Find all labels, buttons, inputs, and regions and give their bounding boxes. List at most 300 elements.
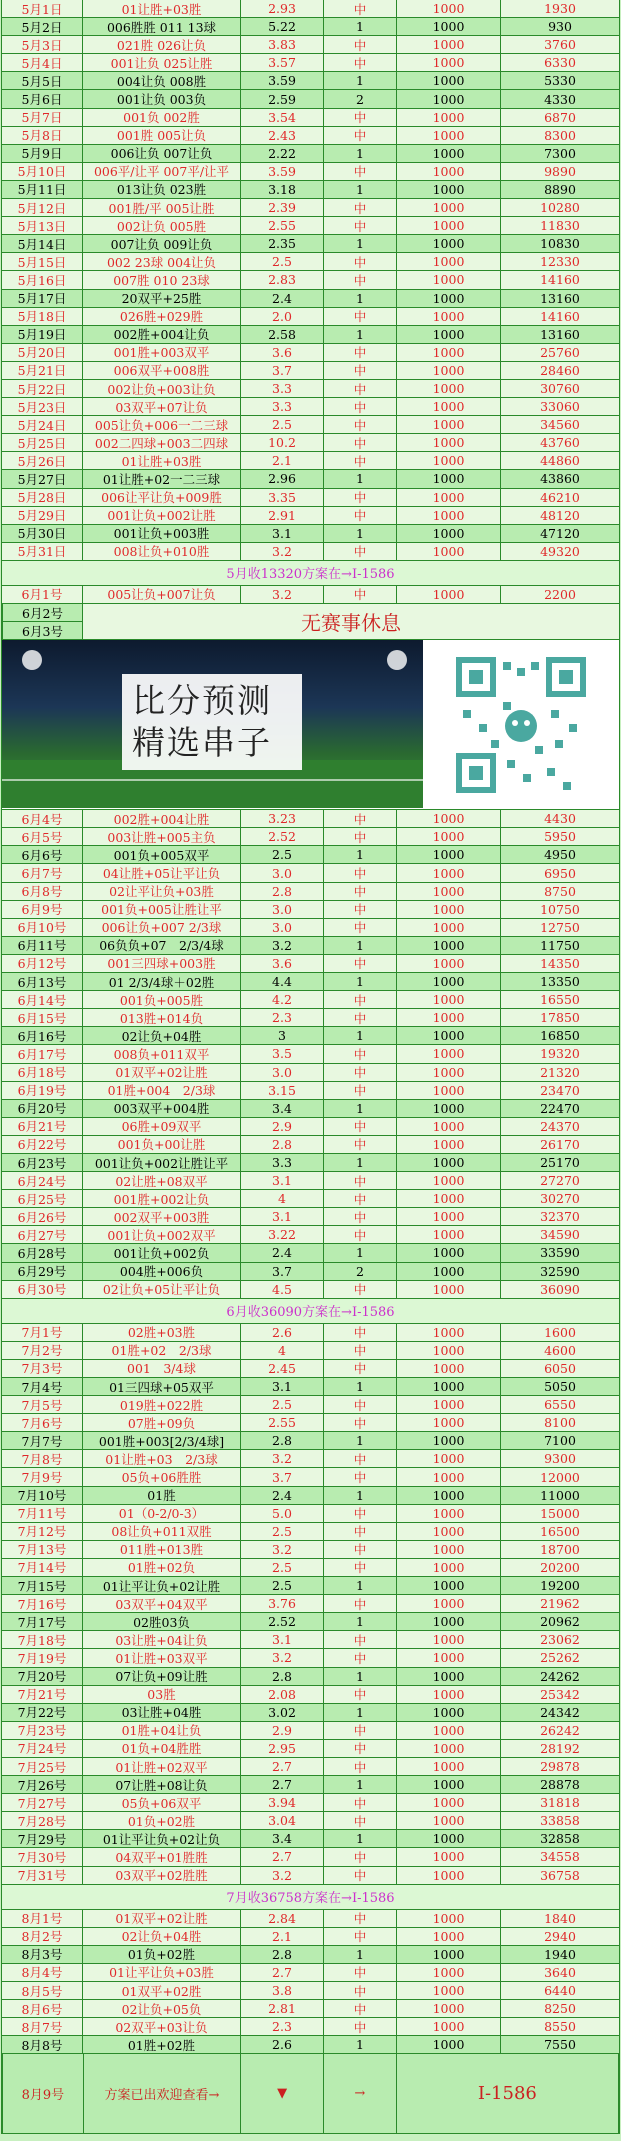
result-cell: 1 — [324, 1027, 397, 1044]
pick-cell: 001负+005双平 — [83, 846, 241, 863]
table-row — [1, 54, 620, 72]
balance-cell: 30270 — [501, 1190, 620, 1207]
result-cell: 中 — [324, 0, 397, 17]
stake-cell: 1000 — [397, 1928, 501, 1945]
table-row — [1, 452, 620, 470]
balance-cell: 28460 — [501, 362, 620, 379]
table-row — [1, 1668, 620, 1686]
balance-cell: 1940 — [501, 1946, 620, 1963]
pick-cell: 005让负+007让负 — [83, 586, 241, 603]
pick-cell: 001胜+003双平 — [83, 344, 241, 361]
stake-cell: 1000 — [397, 1324, 501, 1341]
date-cell: 5月29日 — [1, 507, 83, 524]
pick-cell: 01 2/3/4球＋02胜 — [83, 973, 241, 990]
stake-cell: 1000 — [397, 127, 501, 144]
stake-cell: 1000 — [397, 1432, 501, 1449]
result-cell: 1 — [324, 235, 397, 252]
balance-cell: 28878 — [501, 1776, 620, 1793]
balance-cell: 12000 — [501, 1468, 620, 1485]
date-cell: 8月6号 — [1, 2000, 83, 2017]
date-cell: 7月12号 — [1, 1523, 83, 1540]
balance-cell: 24370 — [501, 1118, 620, 1135]
date-cell: 5月2日 — [1, 18, 83, 35]
stake-cell: 1000 — [397, 1378, 501, 1395]
pick-cell: 021胜 026让负 — [83, 36, 241, 53]
odds-cell: 3.4 — [241, 1830, 324, 1847]
date-cell: 7月23号 — [1, 1722, 83, 1739]
stake-cell: 1000 — [397, 507, 501, 524]
odds-cell: 2.8 — [241, 883, 324, 900]
stake-cell: 1000 — [397, 1964, 501, 1981]
stake-cell: 1000 — [397, 1487, 501, 1504]
pick-cell: 011胜+013胜 — [83, 1541, 241, 1558]
odds-cell: 4.4 — [241, 973, 324, 990]
balance-cell: 20200 — [501, 1559, 620, 1576]
result-cell: 1 — [324, 973, 397, 990]
ad-line-2: 精选串子 — [132, 723, 272, 763]
date-cell: 5月3日 — [1, 36, 83, 53]
result-cell: 中 — [324, 1082, 397, 1099]
stake-cell: 1000 — [397, 1722, 501, 1739]
odds-cell: 3.15 — [241, 1082, 324, 1099]
pick-cell: 01胜+04让负 — [83, 1722, 241, 1739]
stake-cell: 1000 — [397, 1541, 501, 1558]
table-row — [1, 919, 620, 937]
result-cell: 2 — [324, 1263, 397, 1280]
date-cell: 7月24号 — [1, 1740, 83, 1757]
date-cell: 5月22日 — [1, 380, 83, 397]
result-cell: 1 — [324, 1668, 397, 1685]
odds-cell: 2.7 — [241, 1776, 324, 1793]
stake-cell: 1000 — [397, 1396, 501, 1413]
result-cell: 1 — [324, 1613, 397, 1630]
stake-cell: 1000 — [397, 416, 501, 433]
table-row — [1, 1631, 620, 1649]
table-row — [1, 1812, 620, 1830]
stake-cell: 1000 — [397, 901, 501, 918]
odds-cell: 3.57 — [241, 54, 324, 71]
date-cell: 5月31日 — [1, 543, 83, 560]
table-row — [1, 290, 620, 308]
date-cell: 7月11号 — [1, 1505, 83, 1522]
odds-cell: 3.35 — [241, 489, 324, 506]
result-cell: 中 — [324, 1281, 397, 1298]
pick-cell: 02让负+04胜 — [83, 1928, 241, 1945]
table-row — [1, 1910, 620, 1928]
date-cell: 5月19日 — [1, 326, 83, 343]
odds-cell: 5.0 — [241, 1505, 324, 1522]
result-cell: 中 — [324, 507, 397, 524]
date-cell: 6月25号 — [1, 1190, 83, 1207]
result-cell: 中 — [324, 36, 397, 53]
result-cell: 1 — [324, 1378, 397, 1395]
table-row — [1, 1758, 620, 1776]
result-cell: 中 — [324, 864, 397, 881]
pick-cell: 001负+00让胜 — [83, 1136, 241, 1153]
date-cell: 6月28号 — [1, 1244, 83, 1261]
table-row — [1, 991, 620, 1009]
result-cell: 中 — [324, 810, 397, 827]
balance-cell: 6440 — [501, 1982, 620, 1999]
table-row — [1, 235, 620, 253]
odds-cell: 3.0 — [241, 864, 324, 881]
result-cell: 中 — [324, 1794, 397, 1811]
result-cell: 1 — [324, 1776, 397, 1793]
result-cell: 中 — [324, 1360, 397, 1377]
stake-cell: 1000 — [397, 1946, 501, 1963]
result-cell: 1 — [324, 181, 397, 198]
table-row — [1, 489, 620, 507]
rest-day-date: 6月2号 — [2, 604, 83, 621]
pick-cell: 07胜+09负 — [83, 1414, 241, 1431]
pick-cell: 001负+005让胜让平 — [83, 901, 241, 918]
table-row — [1, 937, 620, 955]
balance-cell: 25262 — [501, 1649, 620, 1666]
stake-cell: 1000 — [397, 217, 501, 234]
result-cell: 中 — [324, 380, 397, 397]
balance-cell: 32370 — [501, 1208, 620, 1225]
date-cell: 6月22号 — [1, 1136, 83, 1153]
date-cell: 8月8号 — [1, 2036, 83, 2053]
table-row — [1, 398, 620, 416]
result-cell: 1 — [324, 1432, 397, 1449]
date-cell: 5月4日 — [1, 54, 83, 71]
balance-cell: 4430 — [501, 810, 620, 827]
stake-cell: 1000 — [397, 1830, 501, 1847]
pick-cell: 07让胜+08让负 — [83, 1776, 241, 1793]
stake-cell: 1000 — [397, 1064, 501, 1081]
odds-cell: 3.54 — [241, 109, 324, 126]
balance-cell: 9300 — [501, 1450, 620, 1467]
odds-cell: 4.5 — [241, 1281, 324, 1298]
balance-cell: 25342 — [501, 1686, 620, 1703]
result-cell: 中 — [324, 955, 397, 972]
stake-cell: 1000 — [397, 525, 501, 542]
table-row — [1, 1045, 620, 1063]
odds-cell: 3.94 — [241, 1794, 324, 1811]
odds-cell: 2.08 — [241, 1686, 324, 1703]
stake-cell: 1000 — [397, 470, 501, 487]
date-cell: 7月28号 — [1, 1812, 83, 1829]
promo-banner[interactable] — [1, 640, 620, 810]
balance-cell: 13350 — [501, 973, 620, 990]
june-table — [1, 810, 620, 1299]
pick-cell: 001胜 005让负 — [83, 127, 241, 144]
result-cell: 中 — [324, 1541, 397, 1558]
odds-cell: 3.2 — [241, 586, 324, 603]
result-cell: 中 — [324, 1226, 397, 1243]
table-row — [1, 344, 620, 362]
balance-cell: 4600 — [501, 1342, 620, 1359]
odds-cell: 2.83 — [241, 271, 324, 288]
result-cell: 中 — [324, 586, 397, 603]
odds-cell: 2.5 — [241, 1396, 324, 1413]
july-table — [1, 1324, 620, 1885]
stake-cell: 1000 — [397, 326, 501, 343]
may-table — [1, 0, 620, 561]
table-row — [1, 828, 620, 846]
date-cell: 5月28日 — [1, 489, 83, 506]
pick-cell: 001三四球+003胜 — [83, 955, 241, 972]
result-cell: 中 — [324, 883, 397, 900]
table-row — [1, 1263, 620, 1281]
date-cell: 7月18号 — [1, 1631, 83, 1648]
footer-code[interactable]: I-1586 — [397, 2054, 619, 2133]
may-summary: 5月收13320方案在→I-1586 — [1, 561, 620, 586]
pick-cell: 02让负+05负 — [83, 2000, 241, 2017]
table-row — [1, 18, 620, 36]
footer-text[interactable]: 方案已出欢迎查看→ — [84, 2054, 241, 2133]
result-cell: 中 — [324, 163, 397, 180]
date-cell: 6月24号 — [1, 1172, 83, 1189]
stake-cell: 1000 — [397, 362, 501, 379]
stake-cell: 1000 — [397, 1136, 501, 1153]
odds-cell: 2.7 — [241, 1758, 324, 1775]
odds-cell: 2.45 — [241, 1360, 324, 1377]
stake-cell: 1000 — [397, 1848, 501, 1865]
odds-cell: 2.8 — [241, 1432, 324, 1449]
date-cell: 6月10号 — [1, 919, 83, 936]
stake-cell: 1000 — [397, 586, 501, 603]
pick-cell: 007让负 009让负 — [83, 235, 241, 252]
balance-cell: 17850 — [501, 1009, 620, 1026]
odds-cell: 3.18 — [241, 181, 324, 198]
pick-cell: 005让负+006一二三球 — [83, 416, 241, 433]
balance-cell: 29878 — [501, 1758, 620, 1775]
date-cell: 5月1日 — [1, 0, 83, 17]
table-row — [1, 525, 620, 543]
balance-cell: 4330 — [501, 90, 620, 107]
table-row — [1, 36, 620, 54]
odds-cell: 2.95 — [241, 1740, 324, 1757]
rest-days-block — [1, 604, 620, 640]
pick-cell: 01让平让负+02让胜 — [83, 1577, 241, 1594]
balance-cell: 34590 — [501, 1226, 620, 1243]
result-cell: 1 — [324, 1830, 397, 1847]
pick-cell: 01胜+02负 — [83, 1559, 241, 1576]
date-cell: 6月5号 — [1, 828, 83, 845]
pick-cell: 03双平+07让负 — [83, 398, 241, 415]
date-cell: 7月30号 — [1, 1848, 83, 1865]
balance-cell: 24262 — [501, 1668, 620, 1685]
odds-cell: 3.1 — [241, 1631, 324, 1648]
wechat-qr-icon[interactable] — [423, 640, 619, 809]
pick-cell: 001让负+002让胜 — [83, 507, 241, 524]
stake-cell: 1000 — [397, 90, 501, 107]
balance-cell: 10750 — [501, 901, 620, 918]
stake-cell: 1000 — [397, 543, 501, 560]
odds-cell: 2.8 — [241, 1136, 324, 1153]
pick-cell: 01胜+02 2/3球 — [83, 1342, 241, 1359]
result-cell: 1 — [324, 1244, 397, 1261]
stadium-banner-image — [2, 640, 423, 808]
table-row — [1, 1946, 620, 1964]
table-row — [1, 1541, 620, 1559]
date-cell: 5月24日 — [1, 416, 83, 433]
stake-cell: 1000 — [397, 1740, 501, 1757]
result-cell: 中 — [324, 1009, 397, 1026]
table-row — [1, 127, 620, 145]
pick-cell: 20双平+25胜 — [83, 290, 241, 307]
pick-cell: 04双平+01胜胜 — [83, 1848, 241, 1865]
pick-cell: 002二四球+003二四球 — [83, 434, 241, 451]
result-cell: 中 — [324, 1172, 397, 1189]
date-cell: 7月14号 — [1, 1559, 83, 1576]
odds-cell: 10.2 — [241, 434, 324, 451]
date-cell: 6月11号 — [1, 937, 83, 954]
odds-cell: 3.0 — [241, 1064, 324, 1081]
pick-cell: 002让负+003让负 — [83, 380, 241, 397]
table-row — [1, 1649, 620, 1667]
stake-cell: 1000 — [397, 1100, 501, 1117]
table-row — [1, 1082, 620, 1100]
balance-cell: 7100 — [501, 1432, 620, 1449]
table-row — [1, 1136, 620, 1154]
balance-cell: 6950 — [501, 864, 620, 881]
balance-cell: 23062 — [501, 1631, 620, 1648]
balance-cell: 6870 — [501, 109, 620, 126]
result-cell: 中 — [324, 543, 397, 560]
result-cell: 中 — [324, 1928, 397, 1945]
pick-cell: 01三四球+05双平 — [83, 1378, 241, 1395]
betting-record-sheet — [1, 0, 620, 2134]
balance-cell: 33858 — [501, 1812, 620, 1829]
pick-cell: 004让负 008胜 — [83, 72, 241, 89]
pick-cell: 01负+02胜 — [83, 1812, 241, 1829]
stake-cell: 1000 — [397, 1668, 501, 1685]
result-cell: 中 — [324, 1468, 397, 1485]
stake-cell: 1000 — [397, 1190, 501, 1207]
balance-cell: 10830 — [501, 235, 620, 252]
date-cell: 5月8日 — [1, 127, 83, 144]
pick-cell: 001胜+002让负 — [83, 1190, 241, 1207]
odds-cell: 3.2 — [241, 543, 324, 560]
pick-cell: 02让平让负+03胜 — [83, 883, 241, 900]
stake-cell: 1000 — [397, 1631, 501, 1648]
balance-cell: 1930 — [501, 0, 620, 17]
date-cell: 6月12号 — [1, 955, 83, 972]
balance-cell: 26170 — [501, 1136, 620, 1153]
odds-cell: 3.6 — [241, 955, 324, 972]
odds-cell: 2.4 — [241, 1244, 324, 1261]
odds-cell: 2.5 — [241, 846, 324, 863]
date-cell: 6月6号 — [1, 846, 83, 863]
balance-cell: 49320 — [501, 543, 620, 560]
odds-cell: 2.5 — [241, 1577, 324, 1594]
pick-cell: 03让胜+04让负 — [83, 1631, 241, 1648]
balance-cell: 6050 — [501, 1360, 620, 1377]
odds-cell: 3.7 — [241, 362, 324, 379]
pick-cell: 01让胜+03胜 — [83, 0, 241, 17]
pick-cell: 001 3/4球 — [83, 1360, 241, 1377]
stake-cell: 1000 — [397, 235, 501, 252]
date-cell: 5月26日 — [1, 452, 83, 469]
balance-cell: 8550 — [501, 2018, 620, 2035]
balance-cell: 9890 — [501, 163, 620, 180]
stake-cell: 1000 — [397, 1559, 501, 1576]
result-cell: 1 — [324, 470, 397, 487]
odds-cell: 2.5 — [241, 253, 324, 270]
rest-message: 无赛事休息 — [83, 604, 620, 640]
balance-cell: 36090 — [501, 1281, 620, 1298]
pick-cell: 003让胜+005主负 — [83, 828, 241, 845]
odds-cell: 2.39 — [241, 199, 324, 216]
date-cell: 7月2号 — [1, 1342, 83, 1359]
date-cell: 5月14日 — [1, 235, 83, 252]
qr-code-icon — [451, 650, 591, 800]
balance-cell: 27270 — [501, 1172, 620, 1189]
odds-cell: 3.0 — [241, 919, 324, 936]
table-row — [1, 271, 620, 289]
balance-cell: 4950 — [501, 846, 620, 863]
pick-cell: 006胜胜 011 13球 — [83, 18, 241, 35]
date-cell: 7月8号 — [1, 1450, 83, 1467]
stake-cell: 1000 — [397, 163, 501, 180]
result-cell: 中 — [324, 109, 397, 126]
pick-cell: 01让胜+02一二三球 — [83, 470, 241, 487]
date-cell: 7月25号 — [1, 1758, 83, 1775]
odds-cell: 3.04 — [241, 1812, 324, 1829]
odds-cell: 4.2 — [241, 991, 324, 1008]
date-cell: 6月21号 — [1, 1118, 83, 1135]
table-row — [1, 1595, 620, 1613]
balance-cell: 14160 — [501, 308, 620, 325]
ad-line-1: 比分预测 — [132, 681, 272, 721]
result-cell: 中 — [324, 1208, 397, 1225]
balance-cell: 43760 — [501, 434, 620, 451]
table-row — [1, 507, 620, 525]
odds-cell: 2.58 — [241, 326, 324, 343]
balance-cell: 8100 — [501, 1414, 620, 1431]
result-cell: 中 — [324, 1982, 397, 1999]
stake-cell: 1000 — [397, 810, 501, 827]
table-row — [1, 145, 620, 163]
pick-cell: 01胜+004 2/3球 — [83, 1082, 241, 1099]
june-first-row-container — [1, 586, 620, 604]
date-cell: 5月27日 — [1, 470, 83, 487]
result-cell: 中 — [324, 217, 397, 234]
odds-cell: 2.8 — [241, 1668, 324, 1685]
pick-cell: 03双平+04双平 — [83, 1595, 241, 1612]
odds-cell: 3.3 — [241, 1154, 324, 1171]
pick-cell: 01负+04胜胜 — [83, 1740, 241, 1757]
odds-cell: 3.1 — [241, 1172, 324, 1189]
stake-cell: 1000 — [397, 919, 501, 936]
stake-cell: 1000 — [397, 1342, 501, 1359]
balance-cell: 10280 — [501, 199, 620, 216]
pick-cell: 06胜+09双平 — [83, 1118, 241, 1135]
balance-cell: 930 — [501, 18, 620, 35]
date-cell: 7月9号 — [1, 1468, 83, 1485]
result-cell: 中 — [324, 489, 397, 506]
odds-cell: 2.1 — [241, 452, 324, 469]
table-row — [1, 1613, 620, 1631]
result-cell: 1 — [324, 1946, 397, 1963]
pick-cell: 04让胜+05让平让负 — [83, 864, 241, 881]
pick-cell: 01双平+02让胜 — [83, 1910, 241, 1927]
odds-cell: 3.2 — [241, 1867, 324, 1884]
result-cell: 1 — [324, 1154, 397, 1171]
stake-cell: 1000 — [397, 864, 501, 881]
odds-cell: 2.55 — [241, 1414, 324, 1431]
stake-cell: 1000 — [397, 1172, 501, 1189]
table-row — [1, 1064, 620, 1082]
stake-cell: 1000 — [397, 2000, 501, 2017]
odds-cell: 3.76 — [241, 1595, 324, 1612]
stake-cell: 1000 — [397, 1414, 501, 1431]
table-row — [1, 1281, 620, 1299]
pick-cell: 01负+02胜 — [83, 1946, 241, 1963]
